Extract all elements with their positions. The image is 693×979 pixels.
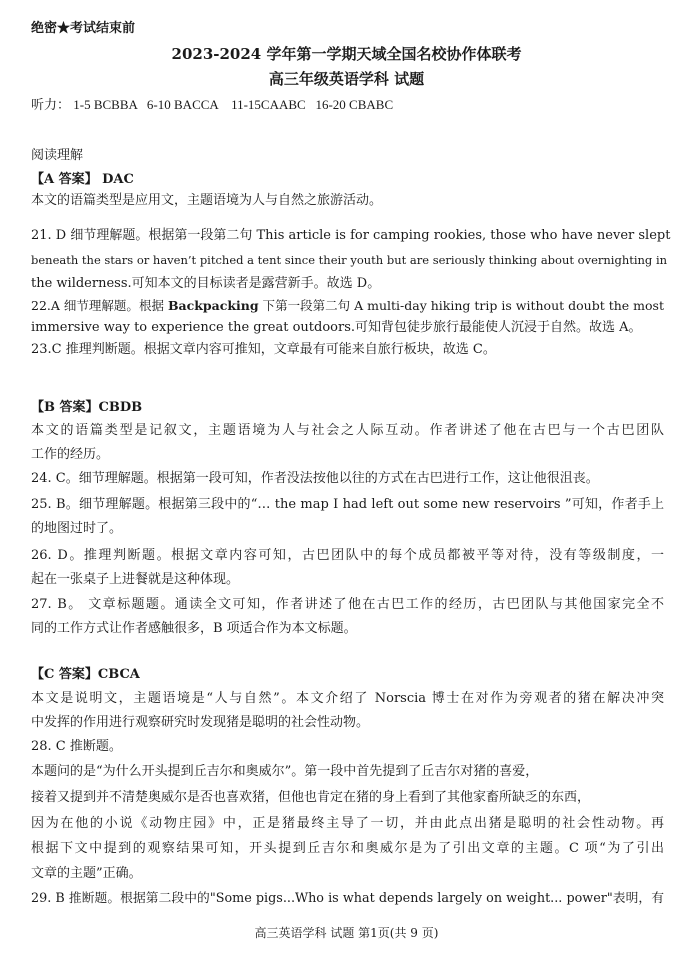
q28-body-3: 因为在他的小说《动物庄园》中，正是猪最终主导了一切，并由此点出猪是聪明的社会性动物。再 <box>31 816 664 831</box>
q24-text: 24. C。细节理解题。根据第一段可知，作者没法按他以往的方式在古巴进行工作，这让他很沮丧。 <box>31 471 599 486</box>
q27-line-1: 27. B。 文章标题题。通读全文可知，作者讲述了他在古巴工作的经历，古巴团队与其他国家完全不 <box>31 597 664 612</box>
section-a-answer: 【A 答案】 DAC <box>31 172 134 187</box>
q22-post: 下第一段第二句 A multi-day hiking trip is without doubt the most <box>258 298 664 313</box>
section-c-answer: 【C 答案】CBCA <box>31 667 140 682</box>
q27-line-2: 同的工作方式让作者感触很多，B 项适合作为本文标题。 <box>31 621 357 636</box>
q21-line-1: 21. D 细节理解题。根据第一段第二句 This article is for camping rookies, those who have never slept <box>31 228 671 243</box>
q29-text: 29. B 推断题。根据第二段中的"Some pigs...Who is what depends largely on weight... power"表明，有 <box>31 891 664 906</box>
q21-line-2: beneath the stars or haven’t pitched a tent since their youth but are seriously thinking about overnighting in <box>31 253 668 267</box>
section-b-intro-2: 工作的经历。 <box>31 447 110 462</box>
q22-pre: 22.A 细节理解题。根据 <box>31 298 168 313</box>
q22-line-1 <box>31 297 664 315</box>
listening-answers: 听力： 1-5 BCBBA 6-10 BACCA 11-15CAABC 16-20 CBABC <box>31 97 394 112</box>
q26-line-2: 起在一张桌子上进餐就是这种体现。 <box>31 572 240 587</box>
section-c-intro-1: 本文是说明文，主题语境是“人与自然”。本文介绍了 Norscia 博士在对作为旁观者的猪在解决冲突 <box>31 691 664 706</box>
q22-keyword: Backpacking <box>167 298 259 313</box>
q28-body-4: 根据下文中提到的观察结果可知，开头提到丘吉尔和奥威尔是为了引出文章的主题。C 项“为了引出 <box>31 841 664 856</box>
q26-line-1: 26. D。推理判断题。根据文章内容可知，古巴团队中的每个成员都被平等对待，没有等级制度，一 <box>31 548 664 563</box>
q23-text: 23.C 推理判断题。根据文章内容可推知，文章最有可能来自旅行板块，故选 C。 <box>31 342 496 357</box>
section-c-intro-2: 中发挥的作用进行观察研究时发现猪是聪明的社会性动物。 <box>31 715 370 730</box>
section-a-intro: 本文的语篇类型是应用文，主题语境为人与自然之旅游活动。 <box>31 193 383 208</box>
q25-line-1: 25. B。细节理解题。根据第三段中的“… the map I had left out some new reservoirs ”可知，作者手上 <box>31 497 664 512</box>
q28-body-5: 文章的主题”正确。 <box>31 866 142 881</box>
reading-heading: 阅读理解 <box>31 148 84 163</box>
q28-title: 28. C 推断题。 <box>31 739 122 754</box>
page-footer: 高三英语学科 试题 第1页(共 9 页) <box>254 926 439 940</box>
q25-line-2: 的地图过时了。 <box>31 521 123 536</box>
q22-line-2: immersive way to experience the great outdoors.可知背包徒步旅行最能使人沉浸于自然。故选 A。 <box>31 320 642 335</box>
q21-line-3: the wilderness.可知本文的目标读者是露营新手。故选 D。 <box>31 276 381 291</box>
q28-body-2: 接着又提到并不清楚奥威尔是否也喜欢猪，但他也肯定在猪的身上看到了其他家畜所缺乏的东西， <box>31 790 591 805</box>
section-b-answer: 【B 答案】CBDB <box>31 400 143 415</box>
confidential-label: 绝密★考试结束前 <box>31 21 136 36</box>
exam-title: 2023-2024 学年第一学期天域全国名校协作体联考 <box>171 45 522 63</box>
q28-body-1: 本题问的是“为什么开头提到丘吉尔和奥威尔”。第一段中首先提到了丘吉尔对猪的喜爱， <box>31 764 539 779</box>
section-b-intro-1: 本文的语篇类型是记叙文，主题语境为人与社会之人际互动。作者讲述了他在古巴与一个古巴团队 <box>31 423 664 438</box>
exam-subtitle: 高三年级英语学科 试题 <box>268 70 425 88</box>
